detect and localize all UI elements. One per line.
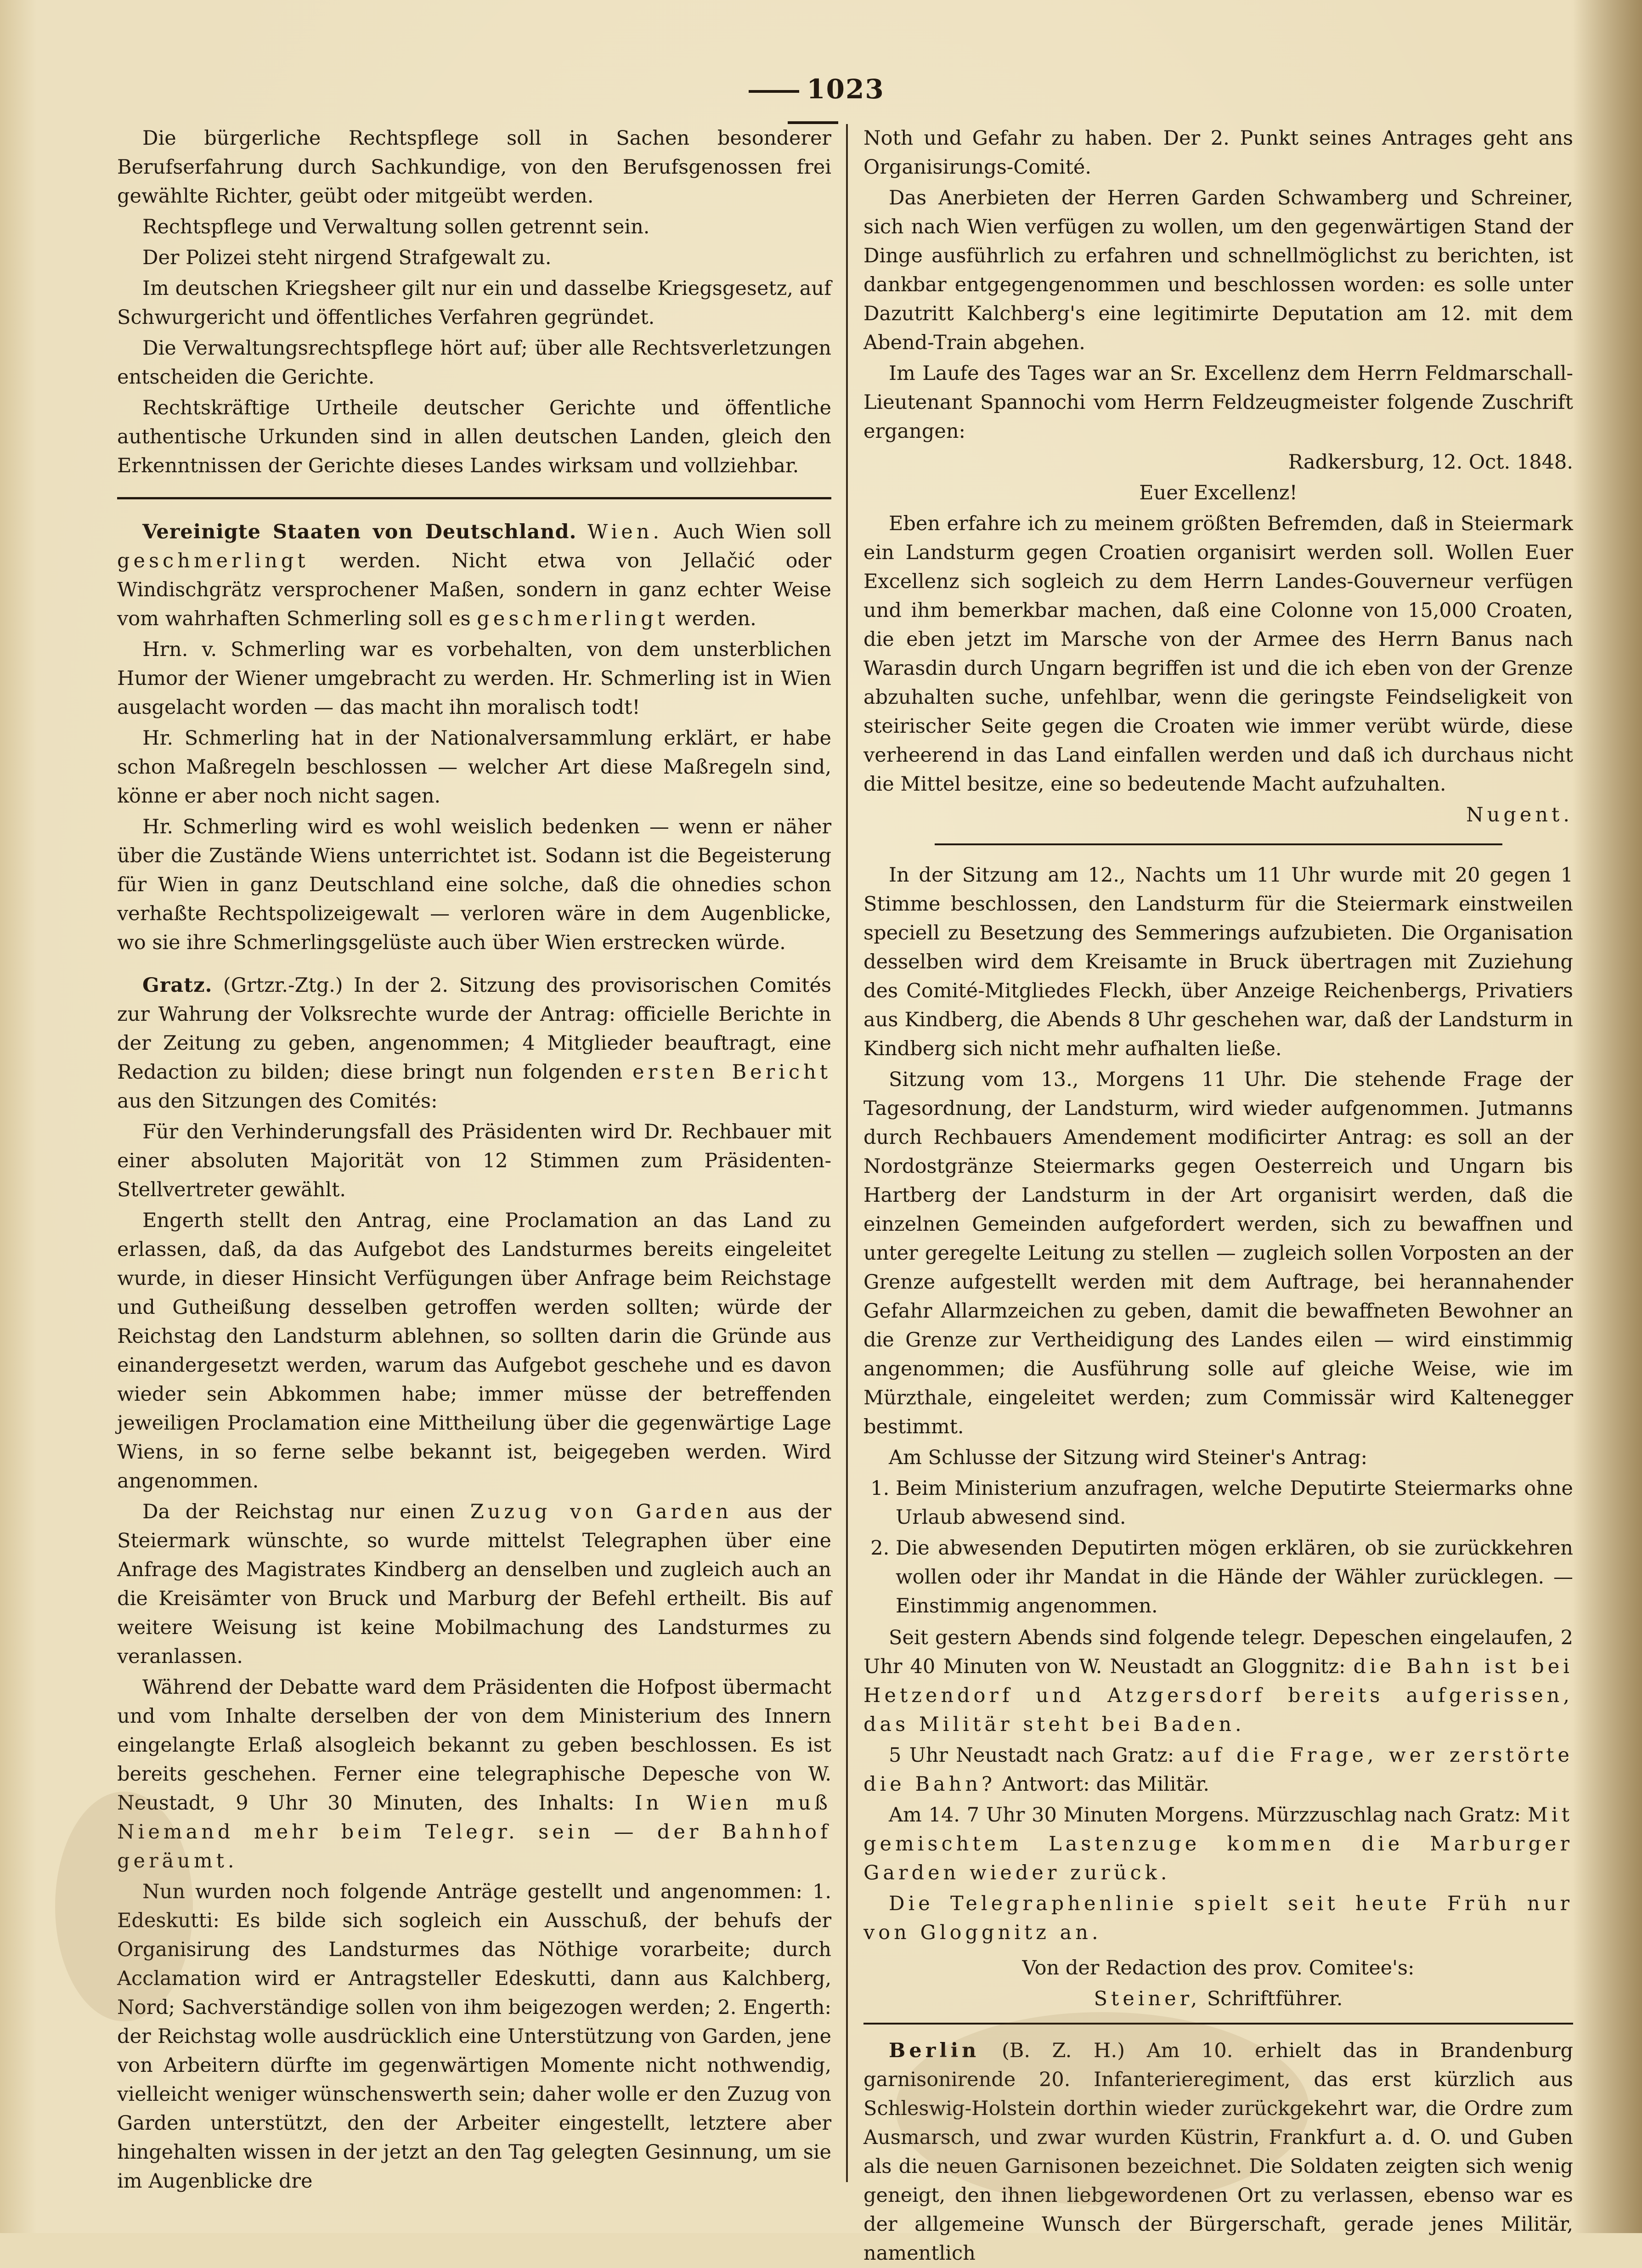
paragraph: Nun wurden noch folgende Anträge gestellt und angenommen: 1. Edeskutti: Es bilde sich sogleich ein Ausschuß, der behufs der Organisirung des Landsturmes das Nöthige vorarbeite; durch Acclamation wird er Antragsteller Edeskutti, dann aus Kalchberg, Nord; Sachverständige sollen von ihm beigezogen werden; 2. Engerth: der Reichstag wolle ausdrücklich eine Unterstützung von Garden, jene von Arbeitern dürfte im gegenwärtigen Momente nicht nothwendig, vielleicht weniger wünschenswerth sein; daher wolle er den Zuzug von Garden unterstützt, den der Arbeiter eingestellt, letztere aber hingehalten wissen in der jetzt an den Tag gelegten Gesinnung, um sie im Augenblicke dre [117,1880,831,2193]
paragraph: In der Sitzung am 12., Nachts um 11 Uhr wurde mit 20 gegen 1 Stimme beschlossen, den Landsturm für die Steiermark einstweilen speciell zu Besetzung des Semmerings aufzubieten. Die Organisation desselben wird dem Kreisamte in Bruck übertragen mit Zuziehung des Comité-Mitgliedes Fleckh, über Anzeige Reichenbergs, Privatiers aus Kindberg, die Abends 8 Uhr geschehen war, daß der Landsturm in Kindberg sich nicht mehr aufhalten ließe. [863,864,1573,1060]
article-berlin: Berlin (B. Z. H.) Am 10. erhielt das in Brandenburg garnisonirende 20. Infanterieregiment, das erst kürzlich aus Schleswig-Holstein dorthin wieder zurückgekehrt war, die Ordre zum Ausmarsch, und zwar wurden Küstrin, Frankfurt a. d. O. und Guben als die neuen Garnisonen bezeichnet. Die Soldaten zeigten sich wenig geneigt, den ihnen liebgewordenen Ort zu verlassen, ebenso war es der allgemeine Wunsch der Bürgerschaft, gerade jenes Militär, namentlich [863,2039,1573,2265]
paragraph: Hr. Schmerling hat in der Nationalversammlung erklärt, er habe schon Maßregeln beschlossen — welcher Art diese Maßregeln sind, könne er aber noch nicht sagen. [117,727,831,808]
section-divider [117,497,831,499]
article-heading: Berlin [889,2039,980,2062]
paper-stain [55,1792,193,2021]
redaction-line: Von der Redaction des prov. Comitee's: [1022,1957,1415,1980]
letter-dateline: Radkersburg, 12. Oct. 1848. [1288,451,1573,474]
column-rule [846,124,848,2182]
paragraph: Sitzung vom 13., Morgens 11 Uhr. Die stehende Frage der Tagesordnung, der Landsturm, wird wieder aufgenommen. Jutmanns durch Rechbauers Amendement modificirter Antrag: es soll an der Nordostgränze Steiermarks gegen Oesterreich und Ungarn bis Hartberg der Landsturm in der Art organisirt werden, daß die einzelnen Gemeinden aufgefordert werden, sich zu bewaffnen und unter geregelte Leitung zu stellen — zugleich sollen Vorposten an der Grenze aufgestellt werden mit dem Auftrage, bei herannahender Gefahr Allarmzeichen zu geben, damit die bewaffneten Bewohner an die Grenze zur Vertheidigung des Landes eilen — wird einstimmig angenommen; die Ausführung solle auf gleiche Weise, wie im Mürzthale, eingeleitet werden; zum Commissär wird Kaltenegger bestimmt. [863,1068,1573,1438]
paragraph: Im deutschen Kriegsheer gilt nur ein und dasselbe Kriegsgesetz, auf Schwurgericht und öffentliches Verfahren gegründet. [117,277,831,329]
spaced-emphasis: In Wien muß Niemand mehr beim Telegr. sein — der Bahnhof geräumt. [117,1792,831,1872]
spaced-emphasis: auf die Frage, wer zerstörte die Bahn? [863,1744,1573,1796]
paragraph: Seit gestern Abends sind folgende telegr. Depeschen eingelaufen, 2 Uhr 40 Minuten von W. Neustadt an Gloggnitz: die Bahn ist bei Hetzendorf und Atzgersdorf bereits aufgerissen, das Militär steht bei Baden. [863,1626,1573,1736]
paragraph: Hrn. v. Schmerling war es vorbehalten, von dem unsterblichen Humor der Wiener umgebracht zu werden. Hr. Schmerling ist in Wien ausgelacht worden — das macht ihn moralisch todt! [117,638,831,719]
page-number: 1023 [730,74,896,136]
paragraph: Engerth stellt den Antrag, eine Proclamation an das Land zu erlassen, daß, da das Aufgebot des Landsturmes bereits eingeleitet wurde, in dieser Hinsicht Verfügungen über Anfrage beim Reichstage und Gutheißung desselben getroffen werden sollten; würde der Reichstag den Landsturm ablehnen, so sollten darin die Gründe aus einandergesetzt werden, warum das Aufgebot geschehe und es davon wieder sein Abkommen habe; immer müsse der betreffenden jeweiligen Proclamation eine Mittheilung über die gegenwärtige Lage Wiens, in so ferne selbe bekannt ist, beigegeben werden. Wird angenommen. [117,1209,831,1493]
paragraph: Die Telegraphenlinie spielt seit heute Früh nur von Gloggnitz an. [863,1892,1573,1944]
right-column [863,124,1573,2265]
paragraph: Die Verwaltungsrechtspflege hört auf; über alle Rechtsverletzungen entscheiden die Gerichte. [117,337,831,389]
spaced-emphasis: Mit gemischtem Lastenzuge kommen die Marburger Garden wieder zurück. [863,1804,1573,1884]
article-vereinigte-staaten: Vereinigte Staaten von Deutschland. Wien. Auch Wien soll geschmerlingt werden. Nicht etwa von Jellačić oder Windischgrätz versprochener Maßen, sondern in ganz echter Weise vom wahrhaften Schmerling soll es geschmerlingt werden. [117,520,832,630]
paragraph: 5 Uhr Neustadt nach Gratz: auf die Frage, wer zerstörte die Bahn? Antwort: das Militär. [863,1744,1573,1796]
spaced-emphasis: geschmerlingt [117,549,309,572]
article-gratz: Gratz. (Grtzr.-Ztg.) In der 2. Sitzung des provisorischen Comités zur Wahrung der Volksrechte wurde der Antrag: officielle Berichte in der Zeitung zu geben, angenommen; 4 Mitglieder beauftragt, eine Redaction zu bilden; diese bringt nun folgenden ersten Bericht aus den Sitzungen des Comités: [117,974,832,1113]
spaced-emphasis: ersten Bericht [632,1061,831,1084]
paper-stain [896,2012,1309,2205]
letter-body: Eben erfahre ich zu meinem größten Befremden, daß in Steiermark ein Landsturm gegen Croatien organisirt werden soll. Wollen Euer Excellenz sich sogleich zu dem Herrn Landes-Gouverneur verfügen und ihm bemerkbar machen, daß eine Colonne von 15,000 Croaten, die eben jetzt im Marsche von der Armee des Herrn Banus nach Warasdin durch Ungarn begriffen ist und die ich eben von der Grenze abzuhalten suche, unfehlbar, wenn die geringste Feindseligkeit von steirischer Seite gegen die Croaten wie immer verübt würde, diese verheerend in das Land einfallen werden und daß ich durchaus nicht die Mittel besitze, eine so bedeutende Macht aufzuhalten. [863,512,1573,796]
spaced-emphasis: die Bahn ist bei Hetzendorf und Atzgersdorf bereits aufgerissen, das Militär steht bei Baden. [863,1655,1573,1736]
article-heading: Gratz. [142,974,213,997]
paragraph: Da der Reichstag nur einen Zuzug von Garden aus der Steiermark wünschte, so wurde mittelst Telegraphen über eine Anfrage des Magistrates Kindberg an denselben und zugleich auch an die Kreisämter von Bruck und Marburg der Befehl ertheilt. Bis auf weitere Weisung ist keine Mobilmachung des Landsturmes zu veranlassen. [117,1500,832,1668]
section-divider [863,2023,1573,2025]
paragraph: Am Schlusse der Sitzung wird Steiner's Antrag: [889,1446,1368,1469]
paragraph: Der Polizei steht nirgend Strafgewalt zu. [142,246,552,269]
signer-role: Schriftführer. [1207,1987,1343,2010]
letter-signature: Nugent. [1466,803,1573,826]
paragraph: Noth und Gefahr zu haben. Der 2. Punkt seines Antrages geht ans Organisirungs-Comité. [863,127,1573,179]
spaced-emphasis: geschmerlingt [477,607,669,630]
paragraph: Das Anerbieten der Herren Garden Schwamberg und Schreiner, sich nach Wien verfügen zu wollen, um den gegenwärtigen Stand der Dinge ausführlich zu erfahren und schnellmöglichst zu berichten, ist dankbar entgegengenommen und beschlossen worden: es solle unter Dazutritt Kalchberg's eine legitimirte Deputation am 12. mit dem Abend-Train abgehen. [863,187,1573,354]
page-edge-shadow [1573,0,1642,2233]
paragraph: Im Laufe des Tages war an Sr. Excellenz dem Herrn Feldmarschall-Lieutenant Spannochi vom Herrn Feldzeugmeister folgende Zuschrift ergangen: [863,362,1573,443]
paragraph: Hr. Schmerling wird es wohl weislich bedenken — wenn er näher über die Zustände Wiens unterrichtet ist. Sodann ist die Begeisterung für Wien in ganz Deutschland eine solche, daß die ohnedies schon verhaßte Rechtspolizeigewalt — verloren wäre in dem Augenblicke, wo sie ihre Schmerlingsgelüste auch über Wien erstrecken würde. [117,815,831,954]
paragraph: Rechtskräftige Urtheile deutscher Gerichte und öffentliche authentische Urkunden sind in allen deutschen Landen, gleich den Erkenntnissen der Gerichte dieses Landes wirksam und vollziehbar. [117,396,831,477]
dateline-place: Wien. [587,520,663,543]
article-heading: Vereinigte Staaten von Deutschland. [142,520,577,543]
signer-name: Steiner, [1094,1987,1201,2010]
list-item: 1. Beim Ministerium anzufragen, welche Deputirte Steiermarks ohne Urlaub abwesend sind. [896,1474,1573,1532]
paragraph: Die bürgerliche Rechtspflege soll in Sachen besonderer Berufserfahrung durch Sachkundige, von den Berufsgenossen frei gewählte Richter, geübt oder mitgeübt werden. [117,127,831,208]
paragraph: Rechtspflege und Verwaltung sollen getrennt sein. [142,215,650,238]
paragraph: Für den Verhinderungsfall des Präsidenten wird Dr. Rechbauer mit einer absoluten Majorität von 12 Stimmen zum Präsidenten-Stellvertreter gewählt. [117,1120,831,1201]
numbered-list [863,1474,1573,1621]
paragraph: Am 14. 7 Uhr 30 Minuten Morgens. Mürzzuschlag nach Gratz: Mit gemischtem Lastenzuge kommen die Marburger Garden wieder zurück. [863,1804,1573,1884]
list-item: 2. Die abwesenden Deputirten mögen erklären, ob sie zurückkehren wollen oder ihr Mandat in die Hände der Wähler zurücklegen. — Einstimmig angenommen. [896,1534,1573,1621]
section-divider [935,843,1502,845]
signer-line [863,1985,1573,2013]
spaced-emphasis: Zuzug von Garden [470,1500,732,1523]
left-column [117,124,832,2193]
letter-salutation: Euer Excellenz! [1139,481,1298,504]
paragraph: Während der Debatte ward dem Präsidenten die Hofpost übermacht und vom Inhalte derselben der von dem Ministerium des Innern eingelangte Erlaß alsogleich bekannt zu geben beschlossen. Es ist bereits geschehen. Ferner eine telegraphische Depesche von W. Neustadt, 9 Uhr 30 Minuten, des Inhalts: In Wien muß Niemand mehr beim Telegr. sein — der Bahnhof geräumt. [117,1676,831,1872]
